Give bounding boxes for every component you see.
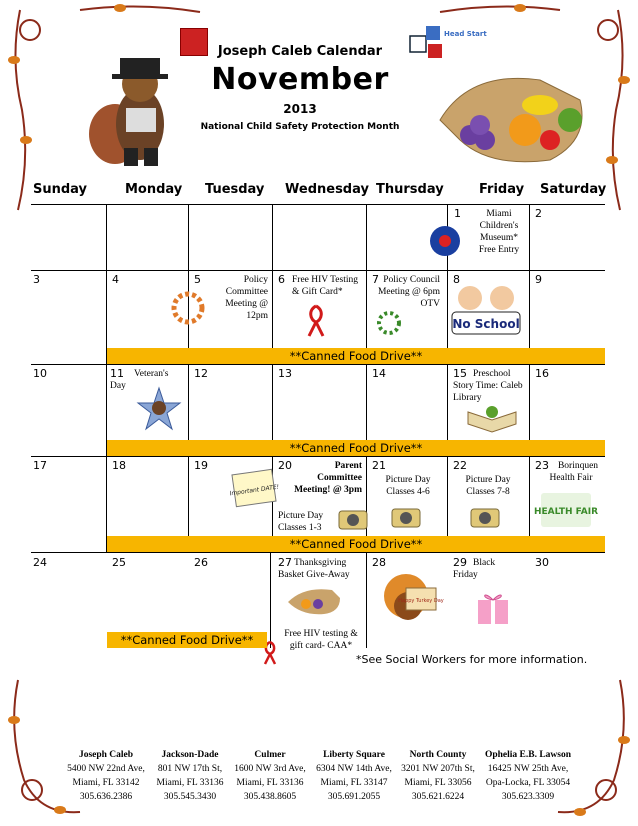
location-city: Miami, FL 33147 xyxy=(320,778,388,788)
day-6: 6 xyxy=(278,273,285,286)
location-name: Joseph Caleb xyxy=(78,750,134,760)
grid-line xyxy=(31,456,605,457)
location-jackson-dade xyxy=(148,748,232,804)
day-25: 25 xyxy=(112,556,126,569)
day-24: 24 xyxy=(33,556,47,569)
event-policy-council: Policy Council Meeting @ 6pm OTV xyxy=(377,275,440,309)
location-phone: 305.545.3430 xyxy=(163,792,217,802)
day-15: 15 xyxy=(453,367,467,380)
book-icon xyxy=(466,404,518,440)
event-picture-day-1-3: Picture Day Classes 1-3 xyxy=(278,511,324,533)
camera-icon xyxy=(391,504,421,528)
canned-food-drive-bar: **Canned Food Drive** xyxy=(107,440,605,456)
gift-box-icon xyxy=(474,588,512,626)
day-27: 27 xyxy=(278,556,292,569)
red-ribbon-icon xyxy=(306,304,326,338)
event-story-time: Preschool Story Time: Caleb Library xyxy=(453,369,523,403)
no-school-icon xyxy=(448,282,524,338)
day-30: 30 xyxy=(535,556,549,569)
weekday-friday: Friday xyxy=(479,182,525,197)
day-29: 29 xyxy=(453,556,467,569)
event-childrens-museum: Miami Children's Museum* Free Entry xyxy=(478,209,520,255)
canned-food-drive-bar: **Canned Food Drive** xyxy=(107,536,605,552)
location-address: 5400 NW 22nd Ave, xyxy=(67,764,145,774)
day-17: 17 xyxy=(33,459,47,472)
location-name: Culmer xyxy=(254,750,286,760)
day-1: 1 xyxy=(454,207,461,220)
health-fair-icon xyxy=(533,492,599,528)
weekday-saturday: Saturday xyxy=(540,182,607,197)
location-joseph-caleb xyxy=(64,748,148,804)
location-phone: 305.623.3309 xyxy=(501,792,555,802)
day-10: 10 xyxy=(33,367,47,380)
location-phone: 305.691.2055 xyxy=(327,792,381,802)
grid-line xyxy=(270,552,271,648)
day-2: 2 xyxy=(535,207,542,220)
weekday-thursday: Thursday xyxy=(376,182,444,197)
eagle-star-icon xyxy=(136,386,182,432)
day-21: 21 xyxy=(372,459,386,472)
location-phone: 305.438.8605 xyxy=(243,792,297,802)
location-phone: 305.621.6224 xyxy=(411,792,465,802)
year-label: 2013 xyxy=(283,102,317,116)
day-22: 22 xyxy=(453,459,467,472)
museum-icon xyxy=(428,224,462,258)
day-13: 13 xyxy=(278,367,292,380)
grid-line xyxy=(188,204,189,552)
event-health-fair: Borinquen Health Fair xyxy=(549,461,599,483)
location-address: 3201 NW 207th St, xyxy=(401,764,475,774)
weekday-sunday: Sunday xyxy=(33,182,88,197)
day-4: 4 xyxy=(112,273,119,286)
location-city: Miami, FL 33056 xyxy=(404,778,472,788)
event-hiv-testing-caa: Free HIV testing & gift card- CAA* xyxy=(284,629,358,651)
location-address: 801 NW 17th St, xyxy=(157,764,223,774)
location-liberty-square xyxy=(312,748,396,804)
location-city: Miami, FL 33142 xyxy=(72,778,140,788)
month-title: November xyxy=(211,62,389,97)
location-north-county xyxy=(396,748,480,804)
canned-food-drive-bar-final: **Canned Food Drive** xyxy=(107,632,267,648)
event-picture-day-4-6: Picture Day Classes 4-6 xyxy=(385,475,431,497)
cornucopia-icon xyxy=(284,584,344,618)
grid-line xyxy=(106,204,107,552)
social-workers-footnote: *See Social Workers for more information. xyxy=(356,653,588,666)
grid-line xyxy=(31,270,605,271)
day-16: 16 xyxy=(535,367,549,380)
important-date-note-icon xyxy=(229,470,280,506)
turkey-icon xyxy=(380,570,442,630)
svg-text:HEALTH FAIR: HEALTH FAIR xyxy=(533,507,599,517)
grid-line xyxy=(366,204,367,552)
event-parent-committee: Parent Committee Meeting! @ 3pm xyxy=(294,461,362,495)
event-veterans-day: Veteran's Day xyxy=(110,369,169,391)
event-picture-day-7-8: Picture Day Classes 7-8 xyxy=(465,475,511,497)
calendar-organization: Joseph Caleb Calendar xyxy=(217,44,383,59)
day-28: 28 xyxy=(372,556,386,569)
location-address: 6304 NW 14th Ave, xyxy=(316,764,392,774)
day-9: 9 xyxy=(535,273,542,286)
event-hiv-testing: Free HIV Testing & Gift Card* xyxy=(292,275,359,297)
grid-line xyxy=(31,364,605,365)
day-12: 12 xyxy=(194,367,208,380)
children-circle-icon xyxy=(374,308,404,338)
event-thanksgiving-basket: Thanksgiving Basket Give-Away xyxy=(278,558,350,580)
location-name: Ophelia E.B. Lawson xyxy=(484,750,572,760)
day-26: 26 xyxy=(194,556,208,569)
grid-line xyxy=(366,552,367,648)
location-city: Miami, FL 33136 xyxy=(156,778,224,788)
weekday-wednesday: Wednesday xyxy=(285,182,369,197)
location-phone: 305.636.2386 xyxy=(79,792,133,802)
grid-line xyxy=(529,204,530,552)
day-11: 11 xyxy=(110,367,124,380)
svg-text:Important DATE!: Important DATE! xyxy=(229,483,280,498)
day-5: 5 xyxy=(194,273,201,286)
location-culmer xyxy=(228,748,312,804)
day-23: 23 xyxy=(535,459,549,472)
location-city: Miami, FL 33136 xyxy=(236,778,304,788)
grid-line xyxy=(31,204,605,205)
location-name: Jackson-Dade xyxy=(161,750,219,760)
location-address: 16425 NW 25th Ave, xyxy=(487,764,569,774)
canned-food-drive-bar: **Canned Food Drive** xyxy=(107,348,605,364)
svg-text:No School: No School xyxy=(452,317,520,331)
weekday-monday: Monday xyxy=(125,182,183,197)
camera-icon xyxy=(470,504,500,528)
event-policy-committee: Policy Committee Meeting @ 12pm xyxy=(225,275,268,321)
month-theme: National Child Safety Protection Month xyxy=(200,122,400,132)
weekday-tuesday: Tuesday xyxy=(205,182,265,197)
day-18: 18 xyxy=(112,459,126,472)
children-circle-icon xyxy=(168,288,208,328)
svg-text:Head Start: Head Start xyxy=(444,30,487,38)
day-14: 14 xyxy=(372,367,386,380)
day-3: 3 xyxy=(33,273,40,286)
location-name: North County xyxy=(409,750,467,760)
location-city: Opa-Locka, FL 33054 xyxy=(485,778,571,788)
grid-line xyxy=(31,552,605,553)
day-7: 7 xyxy=(372,273,379,286)
location-address: 1600 NW 3rd Ave, xyxy=(234,764,306,774)
location-name: Liberty Square xyxy=(323,750,385,760)
day-20: 20 xyxy=(278,459,292,472)
event-black-friday: Black Friday xyxy=(453,558,496,580)
camera-icon xyxy=(338,506,368,530)
day-19: 19 xyxy=(194,459,208,472)
day-8: 8 xyxy=(453,273,460,286)
svg-text:Happy Turkey Day: Happy Turkey Day xyxy=(398,598,444,604)
location-ophelia-lawson xyxy=(480,748,576,804)
